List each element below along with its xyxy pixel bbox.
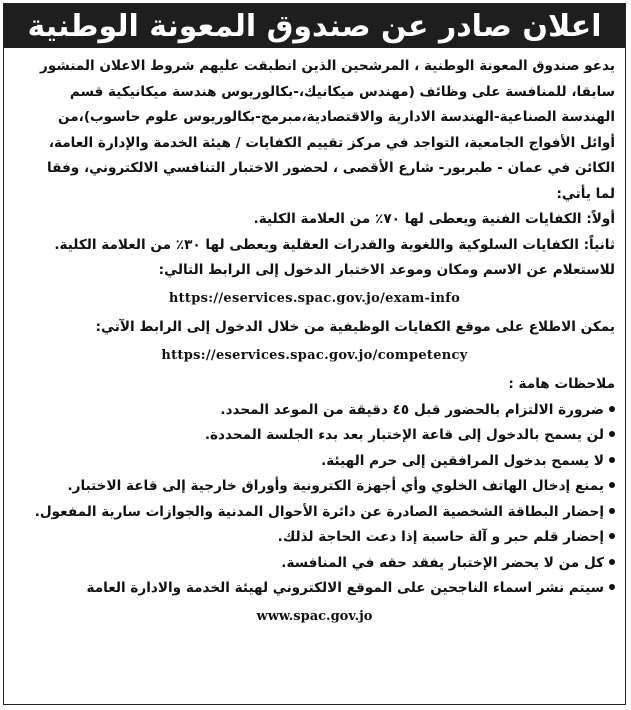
bullet-icon: [609, 533, 615, 539]
note-text: ضرورة الالتزام بالحضور قبل ٤٥ دقيقة من الموعد المحدد.: [220, 401, 604, 418]
note-item: [14, 423, 615, 449]
announcement-body: [4, 48, 625, 629]
intro-line: لما يأتي:: [556, 185, 615, 202]
intro-line: الهندسة الصناعية-الهندسة الادارية والاقتصادية،مبرمج-بكالوريوس علوم حاسوب)،من: [58, 109, 615, 125]
competency-text: يمكن الاطلاع على موقع الكفايات الوظيفية من خلال الدخول إلى الرابط الآتي:: [95, 319, 615, 335]
announcement: [3, 3, 626, 705]
bullet-icon: [609, 559, 615, 565]
note-item: [14, 398, 615, 424]
note-text: إحضار قلم حبر و آلة حاسبة إذا دعت الحاجة لذلك.: [277, 529, 604, 545]
exam-info-text: للاستعلام عن الاسم ومكان وموعد الاختبار الدخول إلى الرابط التالي:: [158, 262, 615, 278]
exam-info-link[interactable]: https://eservices.spac.gov.jo/exam-info: [168, 290, 461, 306]
bullet-icon: [609, 457, 615, 463]
note-text: يمنع إدخال الهاتف الخلوي وأي أجهزة الكترونية وأوراق خارجية إلى قاعة الاختبار.: [67, 478, 604, 494]
notes-title: ملاحظات هامة :: [508, 376, 615, 392]
announcement-title: اعلان صادر عن صندوق المعونة الوطنية: [4, 4, 625, 48]
note-item: [14, 500, 615, 526]
note-text: إحضار البطاقة الشخصية الصادرة عن دائرة الأحوال المدنية والجوازات سارية المفعول.: [34, 503, 604, 520]
bullet-icon: [609, 482, 615, 488]
note-text: لن يسمح بالدخول إلى قاعة الإختبار بعد بدء الجلسة المحددة.: [204, 427, 604, 443]
intro-line: يدعو صندوق المعونة الوطنية ، المرشحين الذين انطبقت عليهم شروط الاعلان المنشور: [40, 58, 615, 74]
note-item: [14, 576, 615, 602]
bullet-icon: [609, 584, 615, 590]
intro-line: أوائل الأفواج الجامعية، التواجد في مركز تقييم الكفايات / هيئة الخدمة والإدارة العامة،: [48, 134, 615, 151]
intro-line: سابقا، للمنافسة على وظائف (مهندس ميكانيك،-بكالوريوس هندسة ميكانيكية قسم: [69, 83, 615, 100]
footer-website-link[interactable]: www.spac.gov.jo: [256, 608, 373, 624]
note-text: سيتم نشر اسماء الناجحين على الموقع الالكتروني لهيئة الخدمة والادارة العامة: [86, 580, 604, 596]
criteria-behavioral: ثانياً: الكفايات السلوكية واللغوية والقدرات العقلية ويعطى لها ٣٠٪ من العلامة الكلية.: [54, 236, 615, 253]
intro-line: الكائن في عمان - طبربور- شارع الأقصى ، لحضور الاختبار التنافسي الالكتروني، وفقا: [47, 160, 615, 176]
note-text: لا يسمح بدخول المرافقين إلى حرم الهيئة.: [321, 452, 604, 469]
bullet-icon: [609, 508, 615, 514]
note-item: [14, 525, 615, 551]
note-item: [14, 449, 615, 475]
notes-list: [14, 398, 615, 602]
note-text: كل من لا يحضر الإختبار يفقد حقه في المنافسة.: [281, 554, 604, 571]
bullet-icon: [609, 406, 615, 412]
intro-paragraph: [14, 54, 615, 207]
criteria-technical: أولاً: الكفايات الفنية ويعطى لها ٧٠٪ من العلامة الكلية.: [253, 211, 615, 227]
bullet-icon: [609, 431, 615, 437]
competency-link[interactable]: https://eservices.spac.gov.jo/competency: [161, 347, 468, 363]
note-item: [14, 551, 615, 577]
note-item: [14, 474, 615, 500]
